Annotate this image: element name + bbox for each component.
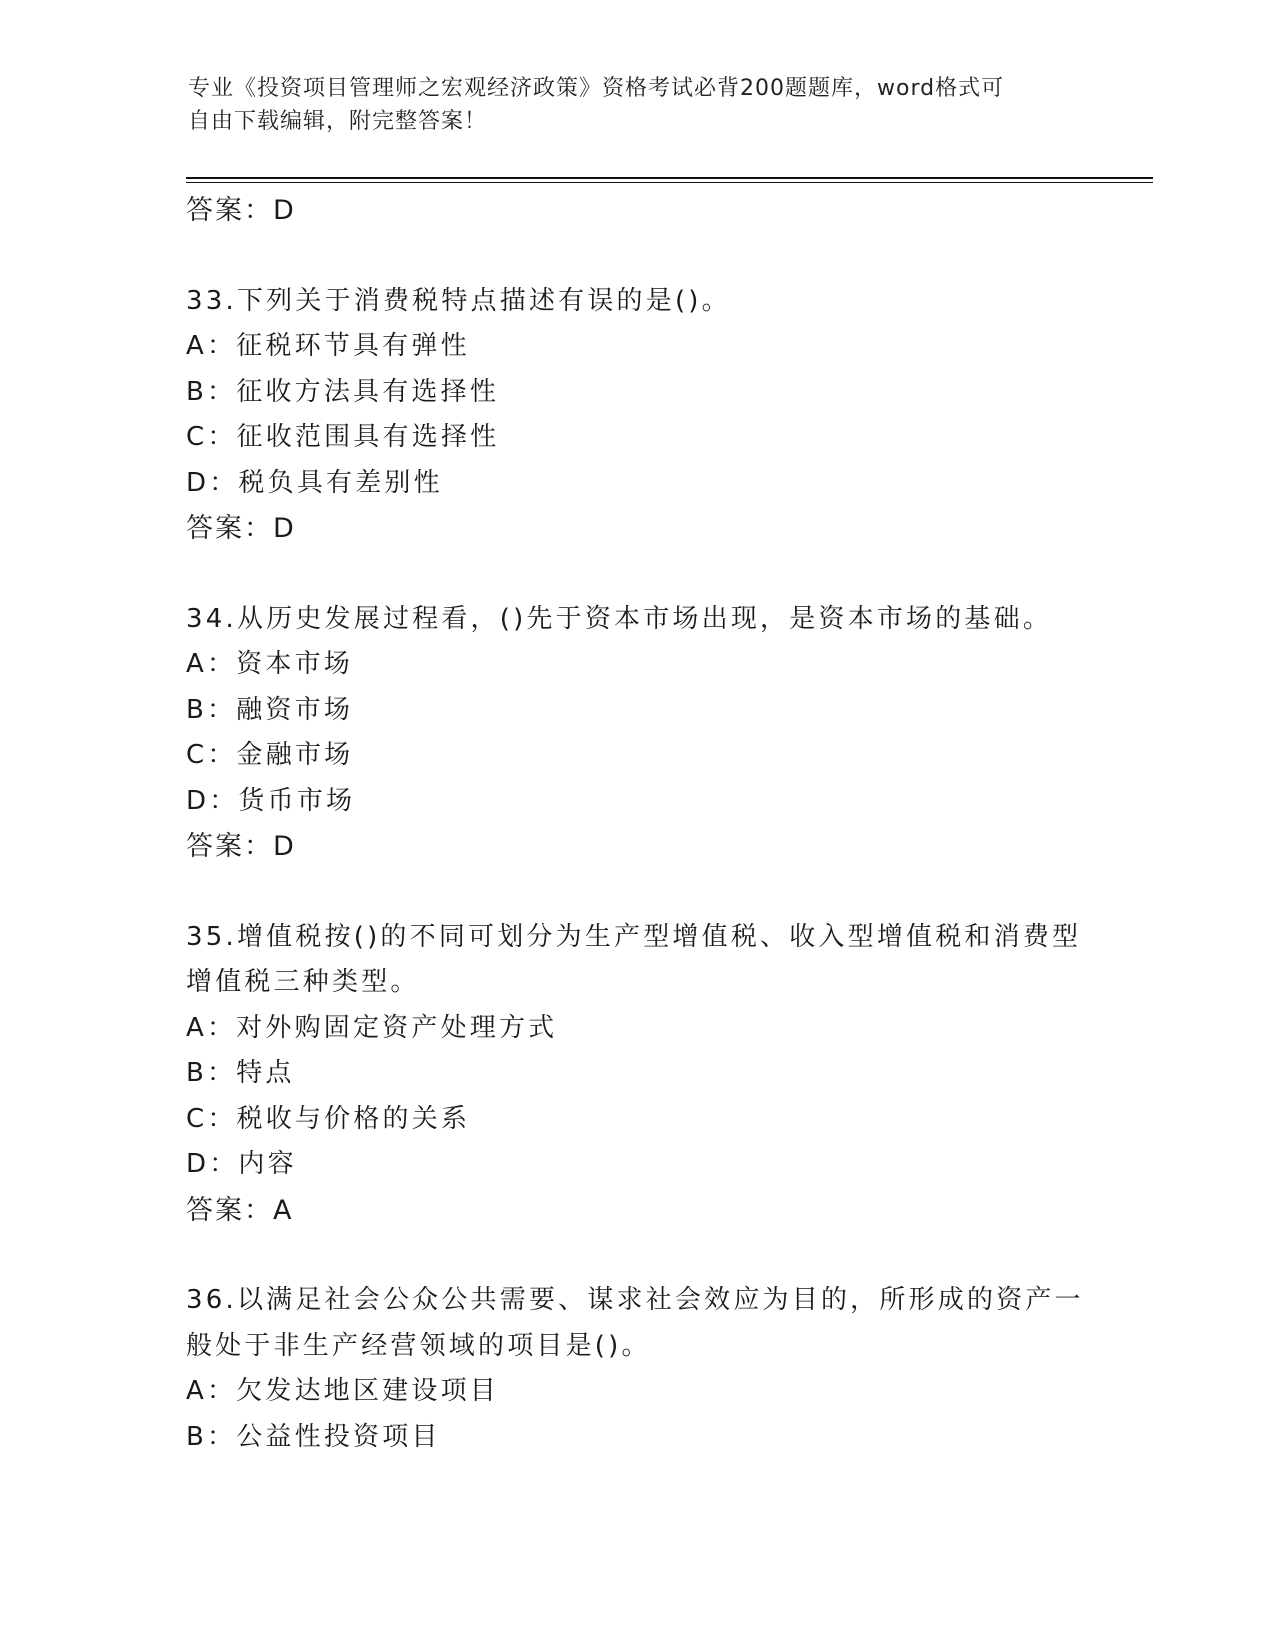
spacer [186,1233,1086,1278]
option-a: A：征税环节具有弹性 [186,331,470,361]
question-stem-line-2: 般处于非生产经营领域的项目是()。 [186,1330,651,1361]
question-list [186,188,1086,1460]
spacer [186,234,1086,279]
option-d: D：内容 [186,1149,297,1179]
option-a: A：欠发达地区建设项目 [186,1376,499,1406]
previous-answer: 答案：D [186,195,296,226]
option-c: C：征收范围具有选择性 [186,422,500,452]
option-c: C：金融市场 [186,740,354,770]
option-b: B：征收方法具有选择性 [186,376,500,407]
answer: 答案：A [186,1194,294,1226]
answer: 答案：D [186,831,296,862]
document-header [188,72,1088,138]
option-b: B：融资市场 [186,694,354,725]
question-stem: 34.从历史发展过程看，()先于资本市场出现，是资本市场的基础。 [186,603,1053,634]
question-stem-line-1: 36.以满足社会公众公共需要、谋求社会效应为目的，所形成的资产一 [186,1285,1084,1315]
option-d: D：税负具有差别性 [186,467,443,498]
header-divider-thick [186,177,1153,179]
option-a: A：资本市场 [186,649,353,679]
header-line-1: 专业《投资项目管理师之宏观经济政策》资格考试必背200题题库，word格式可 [188,76,1005,101]
header-divider-thin [186,182,1153,183]
option-d: D：货币市场 [186,785,356,816]
option-b: B：公益性投资项目 [186,1421,441,1452]
question-33 [186,279,1086,552]
spacer [186,870,1086,915]
option-c: C：税收与价格的关系 [186,1103,471,1134]
option-b: B：特点 [186,1058,295,1088]
question-stem-line-2: 增值税三种类型。 [186,967,420,997]
question-34 [186,597,1086,870]
question-stem: 33.下列关于消费税特点描述有误的是()。 [186,285,731,316]
question-36 [186,1278,1086,1460]
answer: 答案：D [186,513,296,544]
option-a: A：对外购固定资产处理方式 [186,1012,558,1043]
spacer [186,552,1086,597]
header-line-2: 自由下载编辑，附完整答案！ [188,109,488,134]
question-35 [186,915,1086,1234]
question-stem-line-1: 35.增值税按()的不同可划分为生产型增值税、收入型增值税和消费型 [186,921,1082,952]
